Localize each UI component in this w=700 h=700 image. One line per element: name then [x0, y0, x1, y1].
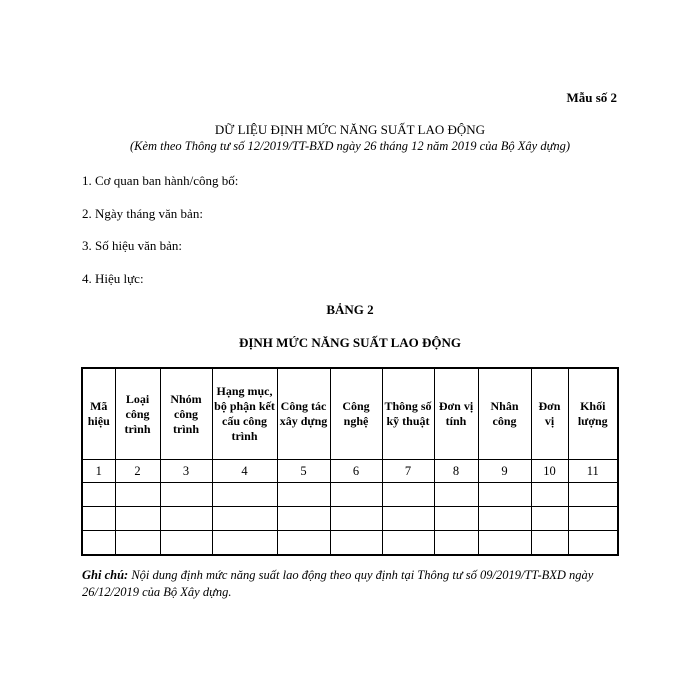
header-ma-hieu: Mã hiệu [82, 368, 115, 460]
footnote-text: Nội dung định mức năng suất lao động theo quy định tại Thông tư số 09/2019/TT-BXD ngày 26/12/2019 của Bộ Xây dựng. [82, 568, 594, 599]
footnote-label: Ghi chú: [82, 568, 129, 582]
header-nhan-cong: Nhân công [478, 368, 531, 460]
table-cell [478, 531, 531, 556]
header-nhom-cong-trinh: Nhóm công trình [160, 368, 212, 460]
table-cell [382, 507, 434, 531]
table-cell [82, 483, 115, 507]
table-cell [434, 483, 478, 507]
table-row [82, 507, 618, 531]
column-number: 11 [568, 460, 618, 483]
column-number: 9 [478, 460, 531, 483]
table-cell [531, 483, 568, 507]
table-row [82, 531, 618, 556]
column-number: 4 [212, 460, 277, 483]
column-number: 10 [531, 460, 568, 483]
column-number: 3 [160, 460, 212, 483]
table-cell [160, 531, 212, 556]
table-cell [382, 483, 434, 507]
table-cell [212, 507, 277, 531]
document-subtitle: (Kèm theo Thông tư số 12/2019/TT-BXD ngày 26 tháng 12 năm 2019 của Bộ Xây dựng) [129, 139, 571, 153]
table-cell [568, 507, 618, 531]
column-number: 1 [82, 460, 115, 483]
table-cell [212, 483, 277, 507]
table-cell [382, 531, 434, 556]
column-number: 5 [277, 460, 330, 483]
header-khoi-luong: Khối lượng [568, 368, 618, 460]
table-cell [277, 507, 330, 531]
table-cell [115, 531, 160, 556]
table-row [82, 483, 618, 507]
column-number: 6 [330, 460, 382, 483]
field-issuing-agency: 1. Cơ quan ban hành/công bố: [82, 173, 239, 188]
header-thong-so-ky-thuat: Thông số kỹ thuật [382, 368, 434, 460]
field-document-number: 3. Số hiệu văn bản: [82, 238, 183, 253]
table-cell [82, 507, 115, 531]
table-cell [330, 507, 382, 531]
labor-productivity-table [81, 367, 619, 556]
table-cell [568, 531, 618, 556]
table-cell [115, 483, 160, 507]
table-title: ĐỊNH MỨC NĂNG SUẤT LAO ĐỘNG [238, 335, 462, 350]
table-cell [160, 507, 212, 531]
table-cell [82, 531, 115, 556]
table-cell [160, 483, 212, 507]
table-cell [277, 483, 330, 507]
table-header-row [82, 368, 618, 460]
header-cong-tac-xay-dung: Công tác xây dựng [277, 368, 330, 460]
table-number: BẢNG 2 [326, 302, 374, 317]
form-number: Mẫu số 2 [566, 90, 617, 105]
table-cell [531, 507, 568, 531]
column-number: 8 [434, 460, 478, 483]
table-cell [478, 483, 531, 507]
field-document-date: 2. Ngày tháng văn bản: [82, 206, 203, 221]
column-number: 7 [382, 460, 434, 483]
header-don-vi-tinh: Đơn vị tính [434, 368, 478, 460]
column-number-row [82, 460, 618, 483]
header-cong-nghe: Công nghệ [330, 368, 382, 460]
header-hang-muc: Hạng mục, bộ phận kết cấu công trình [212, 368, 277, 460]
table-cell [478, 507, 531, 531]
table-cell [115, 507, 160, 531]
table-cell [330, 531, 382, 556]
table-cell [531, 531, 568, 556]
footnote [82, 567, 622, 601]
table-cell [330, 483, 382, 507]
table-cell [277, 531, 330, 556]
header-don-vi: Đơn vị [531, 368, 568, 460]
table-cell [434, 531, 478, 556]
header-loai-cong-trinh: Loại công trình [115, 368, 160, 460]
field-effective-date: 4. Hiệu lực: [82, 271, 144, 286]
table-cell [434, 507, 478, 531]
document-title: DỮ LIỆU ĐỊNH MỨC NĂNG SUẤT LAO ĐỘNG [214, 122, 486, 137]
column-number: 2 [115, 460, 160, 483]
table-cell [568, 483, 618, 507]
table-cell [212, 531, 277, 556]
